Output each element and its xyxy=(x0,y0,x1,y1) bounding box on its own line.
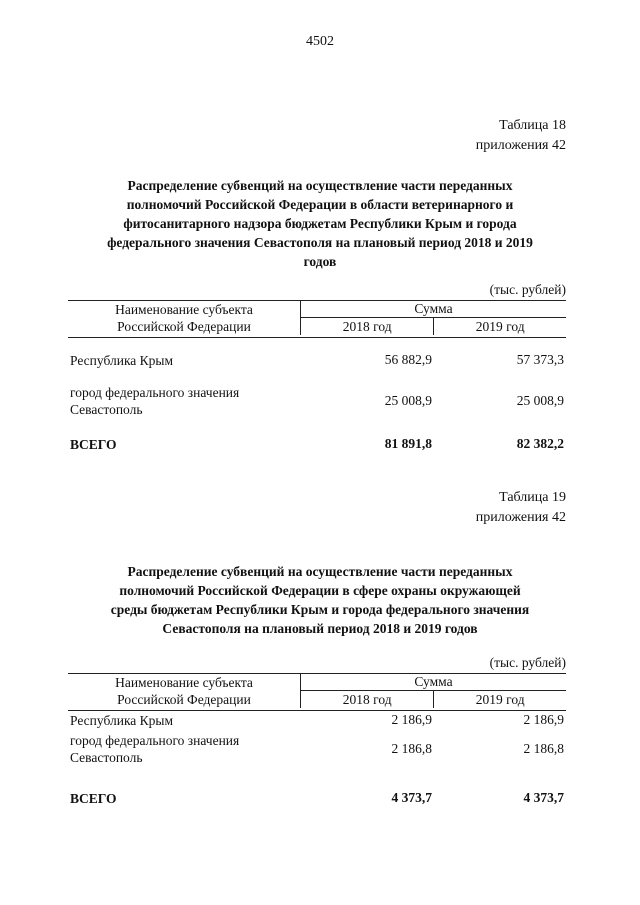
total-label: ВСЕГО xyxy=(70,437,117,452)
row-value-2018: 2 186,8 xyxy=(391,741,432,756)
row-value-2018: 2 186,9 xyxy=(391,712,432,727)
header-sum: Сумма xyxy=(301,674,567,691)
header-year-2019: 2019 год xyxy=(475,691,525,707)
row-subject-name xyxy=(70,384,239,418)
row-value-2019: 25 008,9 xyxy=(516,393,564,408)
row-subject-line2: Севастополь xyxy=(70,402,143,417)
title-line: среды бюджетам Республики Крым и города федерального значения xyxy=(110,602,530,617)
header-subject-line2: Российской Федерации xyxy=(117,692,251,707)
row-value-2019: 2 186,8 xyxy=(523,741,564,756)
header-subject-cell xyxy=(68,674,301,708)
table18-ref-appendix: приложения 42 xyxy=(475,138,566,153)
table19-ref-number: Таблица 19 xyxy=(499,490,566,505)
page-number: 4502 xyxy=(306,34,334,49)
title-line: Распределение субвенций на осуществление части переданных xyxy=(127,178,513,193)
title-line: Севастополя на плановый период 2018 и 2019 годов xyxy=(162,621,478,636)
title-line: полномочий Российской Федерации в сфере охраны окружающей xyxy=(119,583,521,598)
table18-title xyxy=(70,176,570,271)
title-line: фитосанитарного надзора бюджетам Республики Крым и города xyxy=(123,216,517,231)
table18-unit: (тыс. рублей) xyxy=(489,282,566,297)
title-line: полномочий Российской Федерации в области ветеринарного и xyxy=(126,197,514,212)
table19-unit: (тыс. рублей) xyxy=(489,655,566,670)
total-value-2019: 82 382,2 xyxy=(516,436,564,451)
header-year-2018: 2018 год xyxy=(301,691,434,709)
total-value-2019: 4 373,7 xyxy=(523,790,564,805)
header-sum: Сумма xyxy=(301,301,567,318)
title-line: годов xyxy=(303,254,337,269)
header-subject-cell xyxy=(68,301,301,335)
header-year-2019: 2019 год xyxy=(475,318,525,334)
table19-header-bottom-rule xyxy=(68,710,566,711)
row-subject-name xyxy=(70,732,239,766)
total-value-2018: 4 373,7 xyxy=(391,790,432,805)
table18-reference xyxy=(476,116,566,156)
table18-header-bottom-rule xyxy=(68,337,566,338)
row-value-2018: 56 882,9 xyxy=(384,352,432,367)
row-value-2019: 2 186,9 xyxy=(523,712,564,727)
row-subject-line1: город федерального значения xyxy=(70,733,240,748)
total-label: ВСЕГО xyxy=(70,791,117,806)
table19-reference xyxy=(476,488,566,528)
header-subject-line2: Российской Федерации xyxy=(117,319,251,334)
table18-ref-number: Таблица 18 xyxy=(499,118,566,133)
header-subject-line1: Наименование субъекта xyxy=(115,302,253,317)
row-subject-name: Республика Крым xyxy=(70,353,174,368)
title-line: федерального значения Севастополя на плановый период 2018 и 2019 xyxy=(107,235,533,250)
total-value-2018: 81 891,8 xyxy=(384,436,432,451)
row-value-2018: 25 008,9 xyxy=(384,393,432,408)
header-year-2018: 2018 год xyxy=(301,318,434,336)
table19-header xyxy=(68,674,566,708)
title-line: Распределение субвенций на осуществление части переданных xyxy=(127,564,513,579)
table18-header xyxy=(68,301,566,335)
row-subject-line1: город федерального значения xyxy=(70,385,240,400)
row-subject-line2: Севастополь xyxy=(70,750,143,765)
row-value-2019: 57 373,3 xyxy=(516,352,564,367)
row-subject-name: Республика Крым xyxy=(70,713,174,728)
table19-title xyxy=(70,562,570,638)
table19-ref-appendix: приложения 42 xyxy=(475,510,566,525)
header-subject-line1: Наименование субъекта xyxy=(115,675,253,690)
